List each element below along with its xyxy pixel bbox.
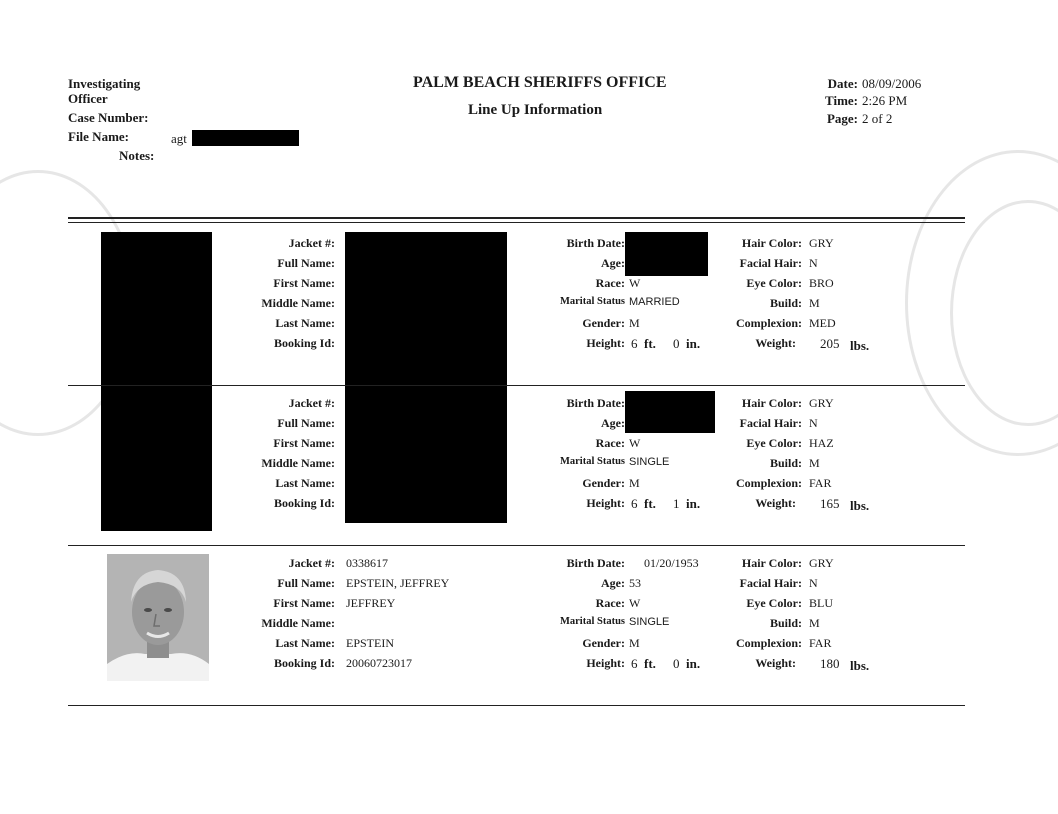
jacket-label: Jacket #: (288, 396, 335, 410)
height-in-unit: in. (686, 656, 701, 671)
date-label: Date: (827, 76, 858, 91)
marital-status-label: Marital Status (559, 616, 625, 627)
height-ft-unit: ft. (644, 496, 656, 511)
portrait-image (107, 554, 209, 681)
gender-label: Gender: (582, 636, 625, 650)
build-value: M (809, 616, 820, 630)
hair-color-label: Hair Color: (741, 236, 802, 250)
race-value: W (629, 596, 641, 610)
full-name-label: Full Name: (277, 576, 335, 590)
bottom-rule (68, 705, 965, 706)
eye-color-label: Eye Color: (746, 436, 802, 450)
middle-name-label: Middle Name: (261, 456, 335, 470)
gender-value: M (629, 636, 640, 650)
page-title: PALM BEACH SHERIFFS OFFICE (413, 74, 667, 91)
height-in-unit: in. (686, 336, 701, 351)
marital-status-label: Marital Status (559, 296, 625, 307)
hair-color-label: Hair Color: (741, 556, 802, 570)
time-label: Time: (825, 93, 858, 108)
last-name-label: Last Name: (275, 316, 335, 330)
file-name-label: File Name: (68, 129, 130, 144)
file-name-value: agt (171, 131, 187, 146)
hair-color-value: GRY (809, 556, 834, 570)
facial-hair-value: N (809, 416, 818, 430)
gender-label: Gender: (582, 476, 625, 490)
weight-unit: lbs. (850, 498, 870, 513)
facial-hair-value: N (809, 256, 818, 270)
race-label: Race: (595, 436, 625, 450)
age-label: Age: (601, 576, 625, 590)
hair-color-label: Hair Color: (741, 396, 802, 410)
weight-unit: lbs. (850, 658, 870, 673)
birth-date-value: 01/20/1953 (644, 556, 699, 570)
last-name-label: Last Name: (275, 636, 335, 650)
race-value: W (629, 276, 641, 290)
age-value: 53 (629, 576, 641, 590)
suspect-photo (107, 554, 209, 681)
complexion-value: FAR (809, 476, 832, 490)
facial-hair-value: N (809, 576, 818, 590)
eye-color-label: Eye Color: (746, 596, 802, 610)
age-label: Age: (601, 256, 625, 270)
last-name-label: Last Name: (275, 476, 335, 490)
last-name-value: EPSTEIN (346, 636, 394, 650)
birth-date-label: Birth Date: (566, 396, 625, 410)
height-ft-unit: ft. (644, 656, 656, 671)
facial-hair-label: Facial Hair: (739, 576, 802, 590)
file-name-redaction (192, 130, 299, 146)
weight-label: Weight: (755, 656, 796, 670)
page-subtitle: Line Up Information (468, 102, 603, 118)
complexion-label: Complexion: (736, 636, 802, 650)
height-label: Height: (586, 496, 625, 510)
build-label: Build: (769, 456, 802, 470)
gender-value: M (629, 316, 640, 330)
height-label: Height: (586, 656, 625, 670)
full-name-label: Full Name: (277, 256, 335, 270)
race-value: W (629, 436, 641, 450)
first-name-value: JEFFREY (346, 596, 396, 610)
birth-date-label: Birth Date: (566, 236, 625, 250)
weight-value: 205 (820, 336, 840, 351)
booking-id-label: Booking Id: (273, 336, 335, 350)
age-label: Age: (601, 416, 625, 430)
eye-color-label: Eye Color: (746, 276, 802, 290)
weight-label: Weight: (755, 336, 796, 350)
height-in-value: 0 (673, 656, 680, 671)
weight-value: 165 (820, 496, 840, 511)
booking-id-label: Booking Id: (273, 656, 335, 670)
first-name-label: First Name: (273, 276, 335, 290)
jacket-value: 0338617 (346, 556, 388, 570)
marital-status-value: MARRIED (629, 296, 680, 308)
booking-id-label: Booking Id: (273, 496, 335, 510)
height-ft-unit: ft. (644, 336, 656, 351)
first-name-label: First Name: (273, 436, 335, 450)
top-rule-2 (68, 222, 965, 223)
build-value: M (809, 296, 820, 310)
height-label: Height: (586, 336, 625, 350)
marital-status-value: SINGLE (629, 616, 670, 628)
height-ft-value: 6 (631, 496, 638, 511)
full-name-label: Full Name: (277, 416, 335, 430)
complexion-label: Complexion: (736, 316, 802, 330)
notes-label: Notes: (119, 148, 155, 163)
identity-redaction (345, 232, 507, 523)
height-in-unit: in. (686, 496, 701, 511)
eye-color-value: BRO (809, 276, 834, 290)
page-label: Page: (826, 111, 858, 126)
marital-status-label: Marital Status (559, 456, 625, 467)
top-rule-1 (68, 217, 965, 219)
middle-name-label: Middle Name: (261, 616, 335, 630)
complexion-value: FAR (809, 636, 832, 650)
complexion-value: MED (809, 316, 836, 330)
facial-hair-label: Facial Hair: (739, 416, 802, 430)
weight-value: 180 (820, 656, 840, 671)
date-value: 08/09/2006 (862, 76, 922, 91)
hair-color-value: GRY (809, 236, 834, 250)
build-label: Build: (769, 616, 802, 630)
photo-redaction (101, 232, 212, 531)
birthdate-redaction-1 (625, 232, 708, 276)
jacket-label: Jacket #: (288, 556, 335, 570)
height-ft-value: 6 (631, 336, 638, 351)
officer-label: Officer (68, 91, 108, 106)
height-in-value: 0 (673, 336, 680, 351)
marital-status-value: SINGLE (629, 456, 670, 468)
weight-label: Weight: (755, 496, 796, 510)
eye-color-value: HAZ (809, 436, 834, 450)
page-value: 2 of 2 (862, 111, 893, 126)
race-label: Race: (595, 596, 625, 610)
gender-label: Gender: (582, 316, 625, 330)
facial-hair-label: Facial Hair: (739, 256, 802, 270)
height-ft-value: 6 (631, 656, 638, 671)
birth-date-label: Birth Date: (566, 556, 625, 570)
first-name-label: First Name: (273, 596, 335, 610)
height-in-value: 1 (673, 496, 680, 511)
full-name-value: EPSTEIN, JEFFREY (346, 576, 450, 590)
record-separator-1 (68, 385, 965, 386)
race-label: Race: (595, 276, 625, 290)
investigating-label: Investigating (68, 76, 141, 91)
time-value: 2:26 PM (862, 93, 908, 108)
jacket-label: Jacket #: (288, 236, 335, 250)
hair-color-value: GRY (809, 396, 834, 410)
case-number-label: Case Number: (68, 110, 149, 125)
booking-id-value: 20060723017 (346, 656, 412, 670)
record-separator-2 (68, 545, 965, 546)
middle-name-label: Middle Name: (261, 296, 335, 310)
complexion-label: Complexion: (736, 476, 802, 490)
gender-value: M (629, 476, 640, 490)
build-value: M (809, 456, 820, 470)
weight-unit: lbs. (850, 338, 870, 353)
build-label: Build: (769, 296, 802, 310)
eye-color-value: BLU (809, 596, 833, 610)
